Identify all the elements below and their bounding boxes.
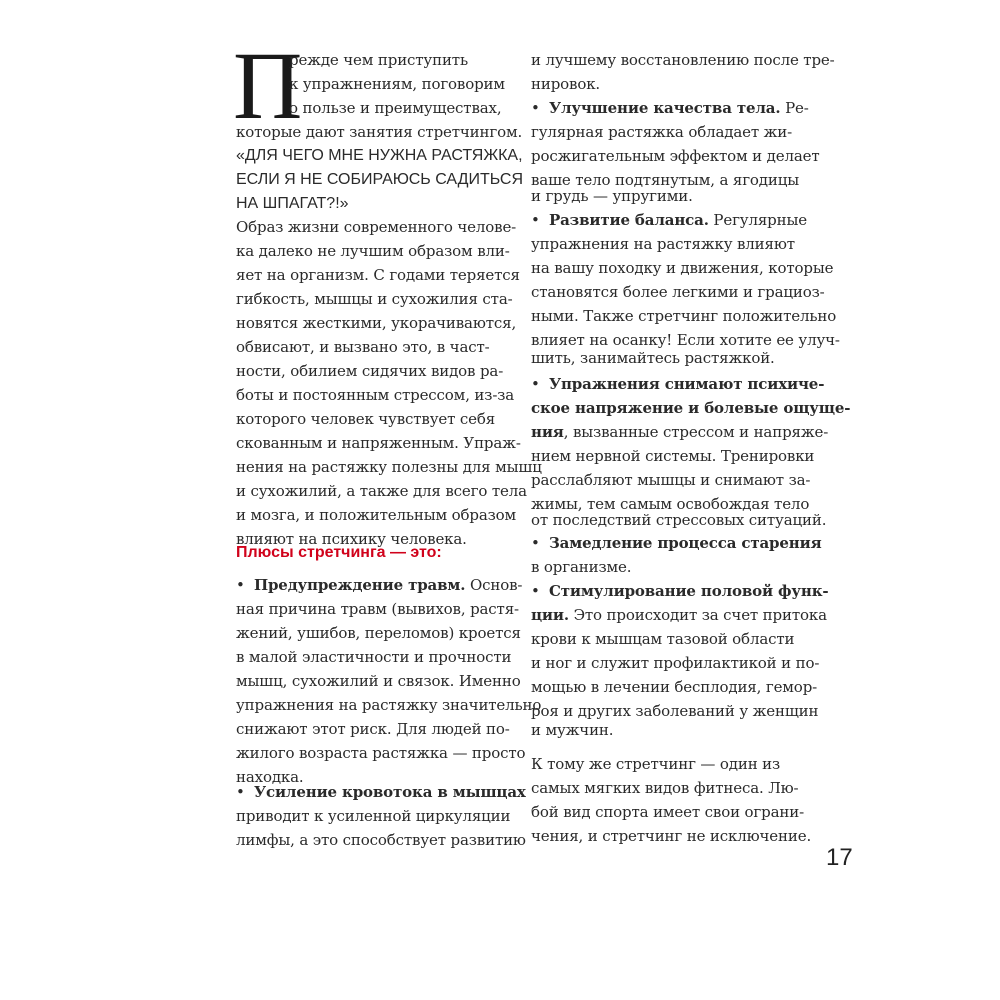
bullet-text: Это происходит за счет притока — [568, 606, 827, 624]
bullet-item-slow-aging — [531, 535, 822, 551]
intro-line: к упражнениям, поговорим — [289, 75, 505, 93]
intro-line: режде чем приступить — [289, 51, 468, 69]
paragraph-line: яет на организм. С годами теряется — [236, 266, 520, 284]
bullet-title: ния — [531, 423, 564, 441]
bullet-text: Основ- — [465, 576, 523, 594]
bullet-line: влияет на осанку! Если хотите ее улуч- — [531, 331, 840, 349]
bullet-line: шить, занимайтесь растяжкой. — [531, 349, 775, 367]
paragraph-line: новятся жесткими, укорачиваются, — [236, 314, 517, 332]
bullet-line: и мужчин. — [531, 721, 614, 739]
intro-line: о пользе и преимуществах, — [289, 99, 502, 117]
bullet-item-sexual-function — [531, 583, 828, 599]
bullet-icon: • — [531, 582, 540, 600]
bullet-item-blood-flow — [236, 784, 526, 800]
bullet-line: снижают этот риск. Для людей по- — [236, 720, 510, 738]
bullet-line: упражнения на растяжку значительно — [236, 696, 542, 714]
paragraph-line: К тому же стретчинг — один из — [531, 755, 781, 773]
bullet-line: гулярная растяжка обладает жи- — [531, 123, 793, 141]
bullet-line: и грудь — упругими. — [531, 187, 693, 205]
bullet-icon: • — [531, 534, 540, 552]
bullet-text: Ре- — [780, 99, 809, 117]
paragraph-line: ка далеко не лучшим образом вли- — [236, 242, 510, 260]
bullet-line: приводит к усиленной циркуляции — [236, 807, 511, 825]
bullet-icon: • — [531, 99, 540, 117]
bullet-title: Упражнения снимают психиче- — [548, 375, 825, 393]
bullet-line: мышц, сухожилий и связок. Именно — [236, 672, 521, 690]
section-heading: Плюсы стретчинга — это: — [236, 544, 442, 561]
bullet-icon: • — [236, 783, 245, 801]
bullet-text: , вызванные стрессом и напряже- — [563, 423, 829, 441]
paragraph-line: бой вид спорта имеет свои ограни- — [531, 803, 804, 821]
bullet-line: становятся более легкими и грациоз- — [531, 283, 825, 301]
bullet-title: Замедление процесса старения — [548, 534, 822, 552]
bullet-line: ными. Также стретчинг положительно — [531, 307, 837, 325]
page-number: 17 — [826, 844, 853, 871]
bullet-item-injury-prevention — [236, 577, 522, 593]
bullet-line — [531, 424, 828, 440]
bullet-line: жений, ушибов, переломов) кроется — [236, 624, 521, 642]
bullet-line: лимфы, а это способствует развитию — [236, 831, 526, 849]
bullet-icon: • — [531, 211, 540, 229]
bullet-line: упражнения на растяжку влияют — [531, 235, 795, 253]
bullet-line: на вашу походку и движения, которые — [531, 259, 834, 277]
bullet-item-balance — [531, 212, 807, 228]
bullet-title: Развитие баланса. — [548, 211, 709, 229]
bullet-line: и ног и служит профилактикой и по- — [531, 654, 820, 672]
paragraph-line: боты и постоянным стрессом, из-за — [236, 386, 515, 404]
bullet-line: в организме. — [531, 558, 632, 576]
bullet-line: ваше тело подтянутым, а ягодицы — [531, 171, 800, 189]
bullet-title: Стимулирование половой функ- — [548, 582, 829, 600]
bullet-line: ная причина травм (вывихов, растя- — [236, 600, 519, 618]
bullet-line: находка. — [236, 768, 304, 786]
bullet-item-stress-relief — [531, 376, 824, 392]
paragraph-line: влияют на психику человека. — [236, 530, 467, 548]
paragraph-line: которого человек чувствует себя — [236, 410, 496, 428]
bullet-icon: • — [531, 375, 540, 393]
bullet-line: роя и других заболеваний у женщин — [531, 702, 819, 720]
bullet-text: Регулярные — [708, 211, 807, 229]
paragraph-line: и лучшему восстановлению после тре- — [531, 51, 835, 69]
bullet-title: Улучшение качества тела. — [548, 99, 781, 117]
paragraph-line: нения на растяжку полезны для мышц — [236, 458, 542, 476]
intro-line: которые дают занятия стретчингом. — [236, 123, 523, 141]
bullet-line: росжигательным эффектом и делает — [531, 147, 820, 165]
drop-cap: П — [233, 32, 303, 139]
bullet-line: нием нервной системы. Тренировки — [531, 447, 815, 465]
bullet-line: ское напряжение и болевые ощуще- — [531, 399, 851, 417]
paragraph-line: и мозга, и положительным образом — [236, 506, 517, 524]
bullet-item-body-quality — [531, 100, 809, 116]
paragraph-line: самых мягких видов фитнеса. Лю- — [531, 779, 799, 797]
question-line: НА ШПАГАТ?!» — [236, 195, 349, 212]
question-line: ЕСЛИ Я НЕ СОБИРАЮСЬ САДИТЬСЯ — [236, 171, 523, 188]
bullet-line: в малой эластичности и прочности — [236, 648, 512, 666]
bullet-icon: • — [236, 576, 245, 594]
bullet-title: Усиление кровотока в мышцах — [253, 783, 526, 801]
paragraph-line: и сухожилий, а также для всего тела — [236, 482, 527, 500]
bullet-line: жимы, тем самым освобождая тело — [531, 495, 810, 513]
bullet-title: Предупреждение травм. — [253, 576, 466, 594]
paragraph-line: Образ жизни современного челове- — [236, 218, 517, 236]
bullet-line — [531, 607, 827, 623]
paragraph-line: скованным и напряженным. Упраж- — [236, 434, 521, 452]
bullet-title: ции. — [531, 606, 569, 624]
question-line: «ДЛЯ ЧЕГО МНЕ НУЖНА РАСТЯЖКА, — [236, 147, 523, 164]
bullet-line: мощью в лечении бесплодия, гемор- — [531, 678, 818, 696]
paragraph-line: чения, и стретчинг не исключение. — [531, 827, 812, 845]
paragraph-line: гибкость, мышцы и сухожилия ста- — [236, 290, 513, 308]
bullet-line: крови к мышцам тазовой области — [531, 630, 795, 648]
paragraph-line: ности, обилием сидячих видов ра- — [236, 362, 504, 380]
bullet-line: жилого возраста растяжка — просто — [236, 744, 526, 762]
paragraph-line: обвисают, и вызвано это, в част- — [236, 338, 490, 356]
bullet-line: расслабляют мышцы и снимают за- — [531, 471, 811, 489]
paragraph-line: нировок. — [531, 75, 601, 93]
bullet-line: от последствий стрессовых ситуаций. — [531, 511, 827, 529]
